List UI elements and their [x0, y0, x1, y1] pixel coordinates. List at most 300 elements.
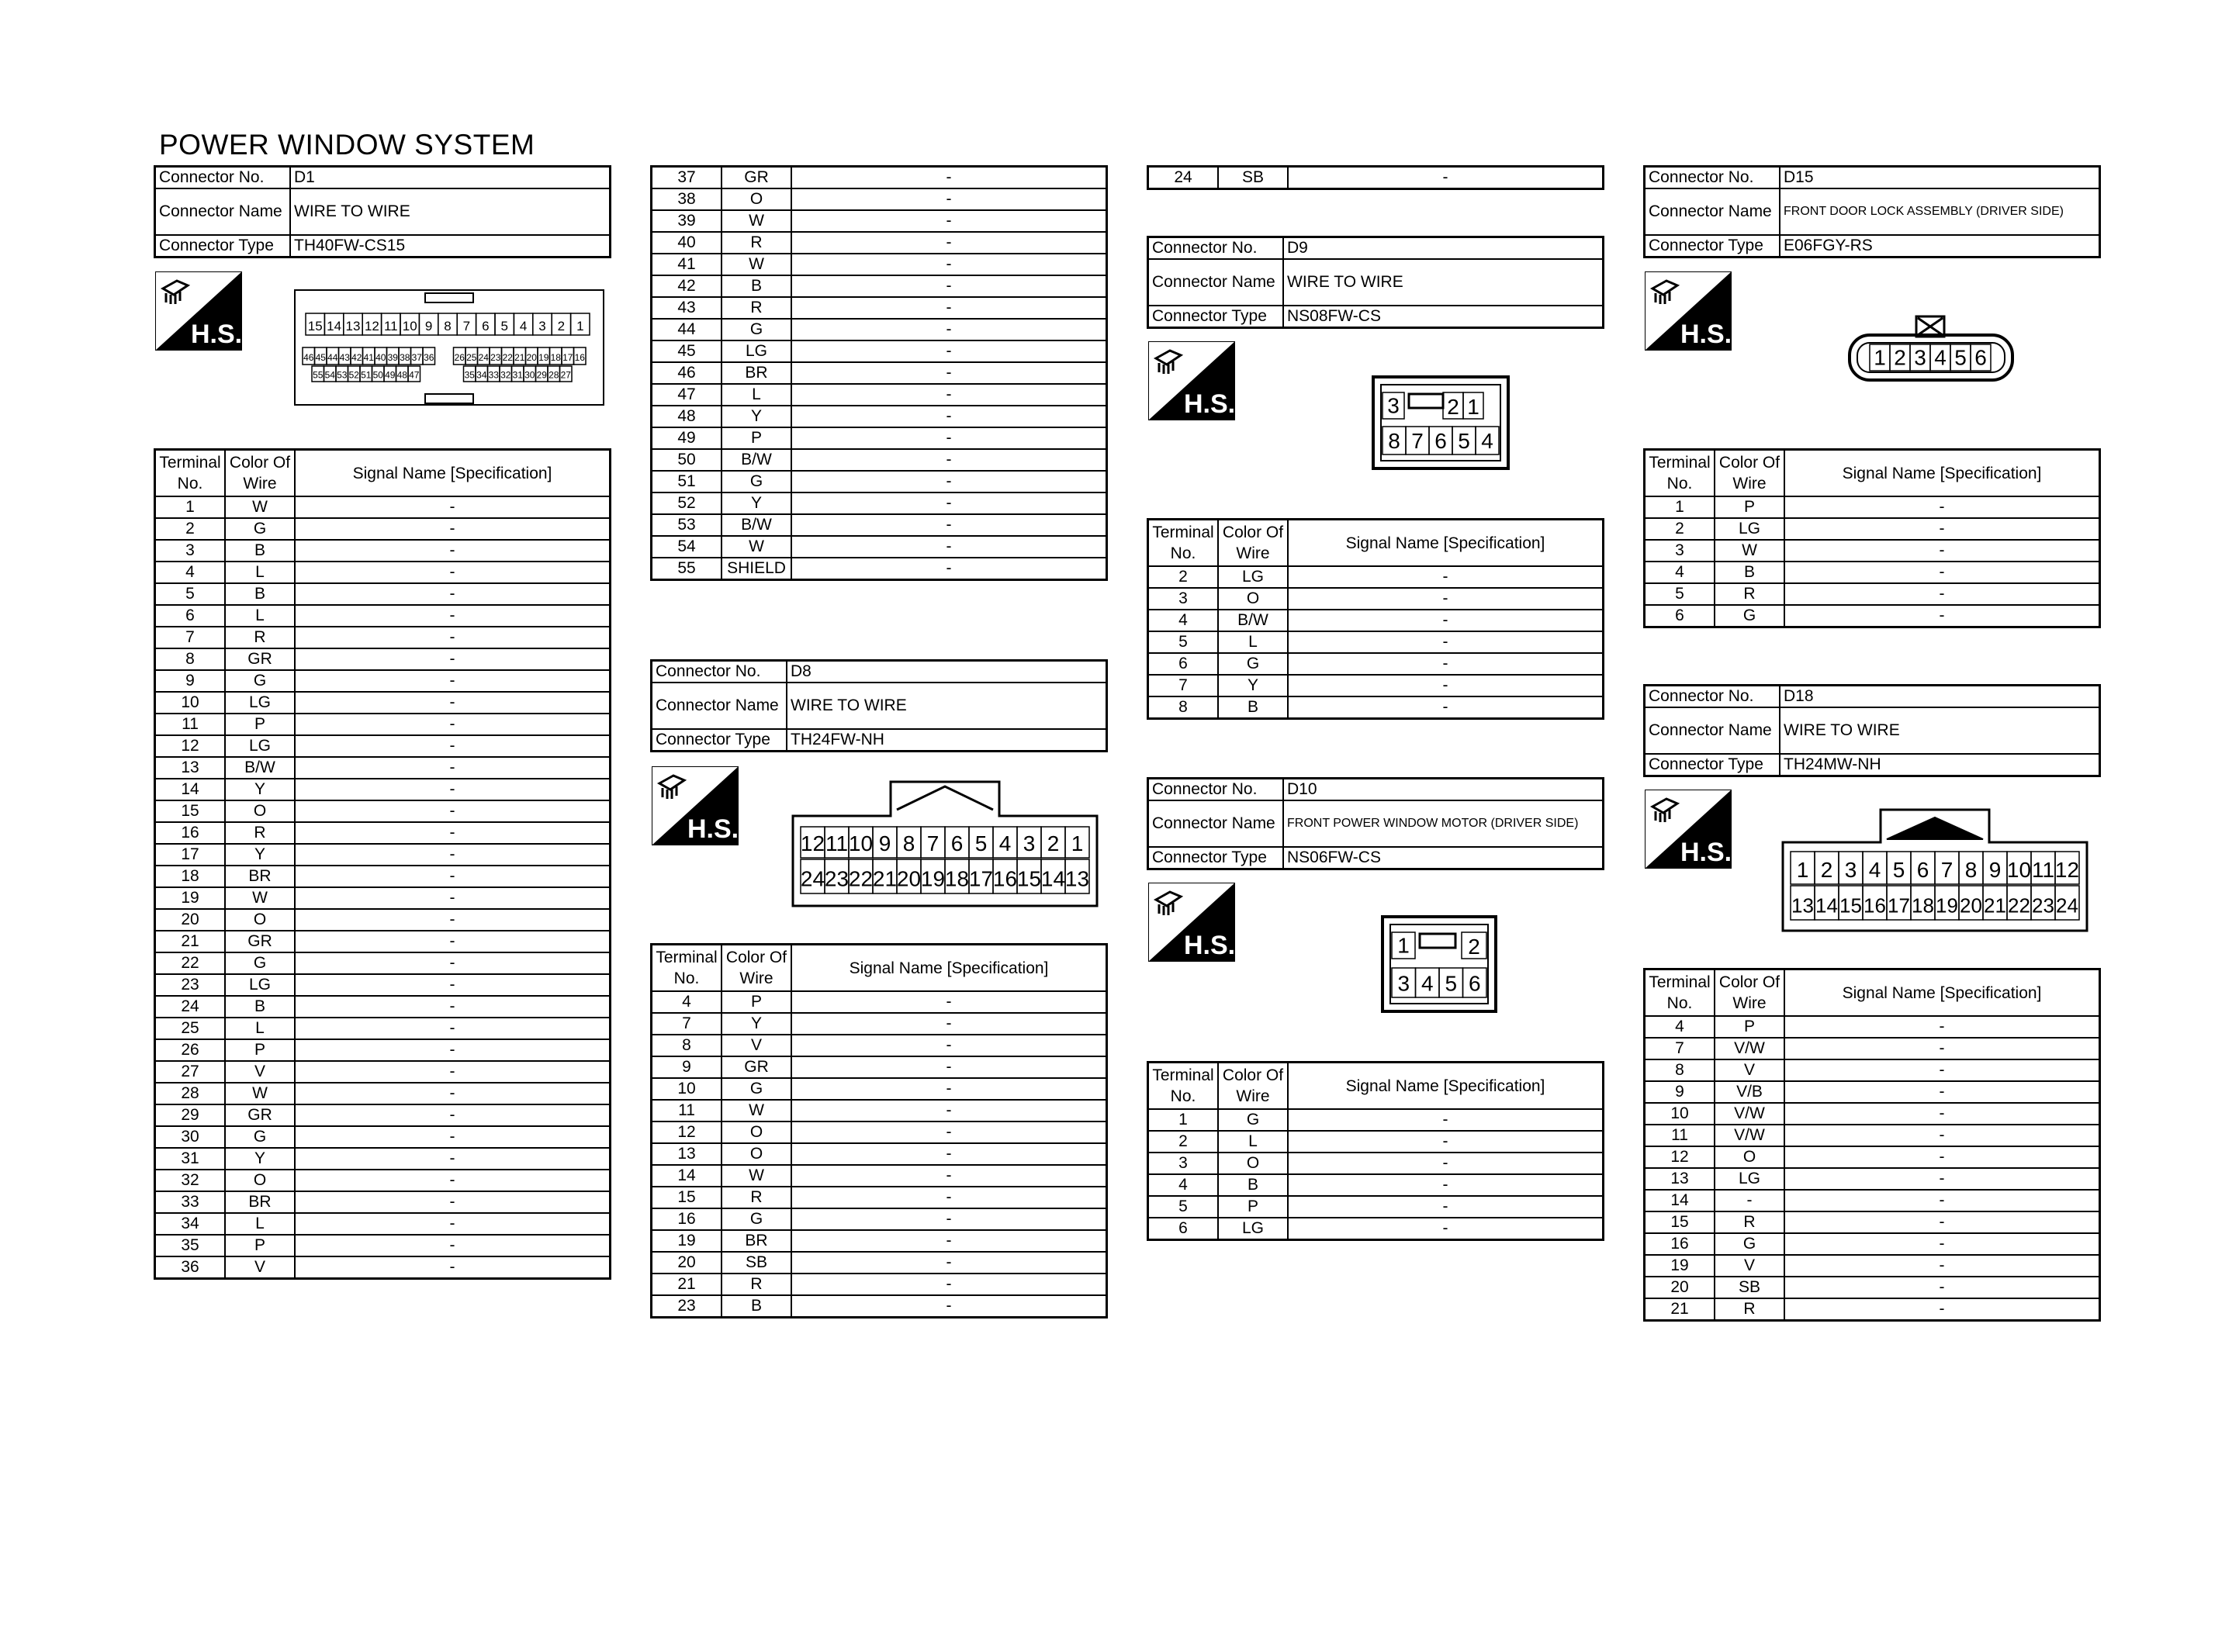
table-row: [652, 1056, 1107, 1078]
connector-face-d1: [293, 289, 605, 406]
signal-name-cell: -: [1784, 1038, 2100, 1059]
signal-name-cell: -: [791, 232, 1107, 254]
wire-color-cell: R: [225, 822, 295, 844]
wire-color-cell: LG: [1715, 518, 1784, 540]
signal-name-cell: -: [295, 735, 611, 757]
connector-face-d18: [1781, 807, 2088, 934]
terminal-no-cell: 26: [155, 1039, 226, 1061]
signal-name-cell: -: [295, 800, 611, 822]
connector-name-value: FRONT DOOR LOCK ASSEMBLY (DRIVER SIDE): [1780, 188, 2100, 235]
terminal-no-cell: 18: [155, 866, 226, 887]
table-row: [652, 210, 1107, 232]
connector-name-label: Connector Name: [1645, 188, 1780, 235]
table-row: [1645, 1211, 2100, 1233]
terminal-no-cell: 13: [1645, 1168, 1715, 1190]
terminal-table-d9: [1147, 518, 1604, 720]
table-row: [652, 449, 1107, 471]
table-row: [155, 822, 611, 844]
wire-color-cell: G: [722, 319, 791, 340]
connector-type-label: Connector Type: [1148, 306, 1284, 328]
terminal-no-cell: 1: [155, 496, 226, 518]
terminal-no-cell: 3: [155, 540, 226, 562]
signal-name-cell: -: [791, 471, 1107, 492]
wire-color-cell: R: [722, 1274, 791, 1295]
terminal-table-d1-b: [650, 165, 1108, 581]
connector-name-label: Connector Name: [652, 683, 787, 729]
table-row: [155, 583, 611, 605]
table-row: [1645, 1298, 2100, 1321]
connector-type-value: E06FGY-RS: [1780, 235, 2100, 257]
terminal-no-cell: 39: [652, 210, 722, 232]
signal-name-cell: -: [1784, 562, 2100, 583]
terminal-no-cell: 34: [155, 1213, 226, 1235]
terminal-table-d8: [650, 943, 1108, 1318]
signal-name-cell: -: [295, 866, 611, 887]
connector-name-label: Connector Name: [1148, 800, 1284, 847]
pin-number: 26: [454, 352, 465, 364]
pin-number: 12: [2054, 857, 2080, 882]
table-row: [652, 188, 1107, 210]
connector-no-value: D1: [290, 167, 611, 189]
signal-name-cell: -: [791, 188, 1107, 210]
connector-no-label: Connector No.: [652, 661, 787, 683]
table-row: [652, 471, 1107, 492]
terminal-no-cell: 8: [652, 1035, 722, 1056]
table-row: [1645, 518, 2100, 540]
signal-name-cell: -: [791, 297, 1107, 319]
pin-number: 8: [902, 831, 915, 856]
connector-face-d8: [791, 779, 1099, 909]
connector-no-label: Connector No.: [1645, 167, 1780, 189]
connector-type-value: TH24MW-NH: [1780, 754, 2100, 776]
wire-color-cell: LG: [225, 692, 295, 714]
harness-side-icon: [1148, 341, 1235, 420]
terminal-no-cell: 45: [652, 340, 722, 362]
signal-name-cell: -: [1784, 1255, 2100, 1277]
pin-number: 7: [1940, 857, 1954, 882]
signal-name-cell: -: [295, 1170, 611, 1191]
table-row: [652, 1208, 1107, 1230]
terminal-table-d10: [1147, 1061, 1604, 1241]
table-row: [652, 1274, 1107, 1295]
color-of-wire-header: Color Of Wire: [1715, 450, 1784, 497]
signal-name-cell: -: [1784, 1059, 2100, 1081]
wire-color-cell: LG: [1715, 1168, 1784, 1190]
terminal-no-header: Terminal No.: [1148, 520, 1219, 567]
table-row: [1148, 167, 1604, 189]
terminal-no-cell: 11: [652, 1100, 722, 1121]
pin-number: 2: [1447, 395, 1459, 419]
terminal-no-cell: 14: [155, 779, 226, 800]
terminal-table-d1-a: [154, 448, 611, 1280]
hs-label: H.S.: [1680, 320, 1732, 349]
terminal-no-cell: 37: [652, 167, 722, 189]
pin-number: 6: [482, 318, 490, 334]
table-row: [1148, 1174, 1604, 1196]
connector-type-value: NS06FW-CS: [1283, 847, 1604, 869]
table-row: [1148, 1218, 1604, 1240]
pin-number: 1: [1467, 395, 1479, 419]
connector-no-value: D9: [1283, 237, 1604, 260]
terminal-no-cell: 51: [652, 471, 722, 492]
signal-name-cell: -: [295, 757, 611, 779]
signal-name-cell: -: [1784, 1211, 2100, 1233]
table-row: [1645, 1038, 2100, 1059]
table-row: [1645, 1059, 2100, 1081]
wire-color-cell: O: [225, 909, 295, 931]
terminal-no-header: Terminal No.: [155, 450, 226, 497]
pin-number: 3: [1397, 971, 1410, 996]
pin-number: 21: [514, 352, 525, 364]
pin-number: 18: [944, 866, 970, 891]
signal-name-header: Signal Name [Specification]: [295, 450, 611, 497]
pin-number: 11: [825, 831, 849, 856]
pin-number: 43: [339, 352, 350, 364]
connector-info-d18: [1643, 684, 2101, 777]
table-row: [652, 406, 1107, 427]
pin-number: 3: [1914, 345, 1926, 370]
pin-number: 10: [848, 831, 874, 856]
pin-number: 12: [364, 318, 379, 334]
signal-name-cell: -: [295, 909, 611, 931]
signal-name-cell: -: [295, 1235, 611, 1256]
table-row: [652, 319, 1107, 340]
wire-color-cell: SHIELD: [722, 558, 791, 580]
wire-color-cell: G: [1218, 653, 1288, 675]
table-row: [155, 496, 611, 518]
terminal-no-cell: 4: [1645, 1016, 1715, 1038]
table-row: [155, 1083, 611, 1104]
pin-number: 55: [313, 369, 324, 381]
pin-number: 23: [490, 352, 501, 364]
table-row: [1645, 496, 2100, 518]
wire-color-cell: P: [225, 1039, 295, 1061]
signal-name-cell: -: [1784, 1103, 2100, 1125]
signal-name-cell: -: [791, 1274, 1107, 1295]
table-row: [652, 1187, 1107, 1208]
terminal-no-cell: 15: [1645, 1211, 1715, 1233]
pin-number: 1: [1071, 831, 1084, 856]
wire-color-cell: G: [225, 670, 295, 692]
terminal-no-cell: 16: [155, 822, 226, 844]
signal-name-cell: -: [295, 1256, 611, 1279]
pin-number: 3: [538, 318, 546, 334]
wire-color-cell: P: [1218, 1196, 1288, 1218]
terminal-no-cell: 50: [652, 449, 722, 471]
connector-no-label: Connector No.: [1148, 779, 1284, 801]
signal-name-cell: -: [295, 887, 611, 909]
pin-number: 19: [1936, 893, 1958, 918]
pin-number: 45: [315, 352, 326, 364]
signal-name-cell: -: [295, 1126, 611, 1148]
pin-number: 7: [462, 318, 471, 334]
terminal-no-cell: 35: [155, 1235, 226, 1256]
wire-color-cell: B: [1715, 562, 1784, 583]
pin-number: 8: [1388, 429, 1400, 454]
signal-name-cell: -: [295, 562, 611, 583]
wire-color-cell: -: [1715, 1190, 1784, 1211]
wire-color-cell: B/W: [722, 514, 791, 536]
signal-name-cell: -: [295, 931, 611, 952]
signal-name-cell: -: [1784, 1125, 2100, 1146]
terminal-no-cell: 32: [155, 1170, 226, 1191]
terminal-no-cell: 7: [1645, 1038, 1715, 1059]
table-row: [155, 800, 611, 822]
pin-number: 6: [950, 831, 964, 856]
signal-name-cell: -: [1288, 1153, 1604, 1174]
table-row: [155, 1018, 611, 1039]
signal-name-cell: -: [1288, 696, 1604, 719]
signal-name-cell: -: [1288, 610, 1604, 631]
table-row: [1645, 605, 2100, 627]
signal-name-cell: -: [791, 319, 1107, 340]
wire-color-cell: G: [1218, 1109, 1288, 1131]
terminal-no-cell: 2: [155, 518, 226, 540]
table-row: [1148, 675, 1604, 696]
color-of-wire-header: Color Of Wire: [225, 450, 295, 497]
table-row: [155, 887, 611, 909]
pin-number: 13: [1791, 893, 1814, 918]
signal-name-cell: -: [295, 648, 611, 670]
table-row: [155, 1191, 611, 1213]
pin-number: 20: [896, 866, 922, 891]
signal-name-cell: -: [791, 1143, 1107, 1165]
pin-number: 5: [500, 318, 508, 334]
signal-name-cell: -: [1784, 583, 2100, 605]
pin-number: 46: [303, 352, 314, 364]
wire-color-cell: P: [722, 427, 791, 449]
signal-name-cell: -: [295, 974, 611, 996]
wire-color-cell: V: [1715, 1255, 1784, 1277]
pin-number: 36: [424, 352, 434, 364]
terminal-no-cell: 12: [1645, 1146, 1715, 1168]
signal-name-cell: -: [295, 1148, 611, 1170]
pin-number: 13: [345, 318, 361, 334]
signal-name-cell: -: [791, 991, 1107, 1013]
color-of-wire-header: Color Of Wire: [1218, 1063, 1288, 1110]
table-row: [1148, 696, 1604, 719]
table-row: [155, 518, 611, 540]
table-row: [155, 714, 611, 735]
pin-number: 4: [1868, 857, 1881, 882]
signal-name-cell: -: [791, 1035, 1107, 1056]
terminal-no-cell: 13: [652, 1143, 722, 1165]
terminal-no-cell: 3: [1148, 588, 1219, 610]
signal-name-cell: -: [1288, 653, 1604, 675]
signal-name-cell: -: [1784, 496, 2100, 518]
connector-info-d8: [650, 659, 1108, 752]
terminal-no-cell: 3: [1148, 1153, 1219, 1174]
table-row: [652, 384, 1107, 406]
pin-number: 16: [992, 866, 1018, 891]
wire-color-cell: SB: [1715, 1277, 1784, 1298]
terminal-no-cell: 5: [1645, 583, 1715, 605]
pin-number: 6: [1434, 429, 1447, 454]
terminal-no-cell: 23: [155, 974, 226, 996]
terminal-no-cell: 5: [155, 583, 226, 605]
table-row: [652, 340, 1107, 362]
wire-color-cell: O: [1218, 1153, 1288, 1174]
pin-number: 17: [562, 352, 573, 364]
signal-name-cell: -: [295, 779, 611, 800]
wire-color-cell: V/W: [1715, 1038, 1784, 1059]
signal-name-cell: -: [791, 1187, 1107, 1208]
wire-color-cell: R: [1715, 1298, 1784, 1321]
wire-color-cell: O: [1218, 588, 1288, 610]
wire-color-cell: V/B: [1715, 1081, 1784, 1103]
terminal-no-cell: 9: [155, 670, 226, 692]
pin-number: 23: [824, 866, 850, 891]
terminal-no-cell: 6: [1148, 1218, 1219, 1240]
signal-name-cell: -: [1288, 1218, 1604, 1240]
wire-color-cell: B: [225, 583, 295, 605]
terminal-no-cell: 11: [155, 714, 226, 735]
signal-name-cell: -: [791, 406, 1107, 427]
wire-color-cell: GR: [225, 931, 295, 952]
pin-number: 38: [400, 352, 410, 364]
table-row: [1148, 1196, 1604, 1218]
signal-name-cell: -: [295, 1104, 611, 1126]
signal-name-cell: -: [791, 340, 1107, 362]
terminal-no-cell: 36: [155, 1256, 226, 1279]
pin-number: 4: [519, 318, 528, 334]
table-row: [652, 1121, 1107, 1143]
signal-name-cell: -: [295, 714, 611, 735]
pin-number: 15: [1839, 893, 1862, 918]
terminal-no-cell: 8: [1645, 1059, 1715, 1081]
signal-name-cell: -: [791, 1252, 1107, 1274]
table-row: [1148, 1109, 1604, 1131]
table-row: [155, 1170, 611, 1191]
pin-number: 4: [1934, 345, 1947, 370]
signal-name-cell: -: [791, 1165, 1107, 1187]
pin-number: 1: [576, 318, 584, 334]
terminal-no-header: Terminal No.: [652, 945, 722, 992]
signal-name-cell: -: [295, 496, 611, 518]
signal-name-cell: -: [791, 1121, 1107, 1143]
wire-color-cell: R: [225, 627, 295, 648]
table-row: [155, 627, 611, 648]
table-row: [1645, 1081, 2100, 1103]
wire-color-cell: R: [722, 1187, 791, 1208]
signal-name-cell: -: [1288, 588, 1604, 610]
pin-number: 30: [524, 369, 535, 381]
terminal-no-cell: 31: [155, 1148, 226, 1170]
terminal-no-cell: 30: [155, 1126, 226, 1148]
signal-name-header: Signal Name [Specification]: [1288, 520, 1604, 567]
table-row: [155, 779, 611, 800]
wire-color-cell: W: [722, 536, 791, 558]
pin-number: 5: [1892, 857, 1905, 882]
connector-name-value: WIRE TO WIRE: [1780, 707, 2100, 754]
wire-color-cell: L: [225, 605, 295, 627]
terminal-no-cell: 14: [1645, 1190, 1715, 1211]
wire-color-cell: P: [225, 1235, 295, 1256]
terminal-no-cell: 47: [652, 384, 722, 406]
signal-name-cell: -: [295, 670, 611, 692]
connector-type-label: Connector Type: [1645, 754, 1780, 776]
terminal-no-cell: 15: [155, 800, 226, 822]
table-row: [1645, 1168, 2100, 1190]
pin-number: 50: [372, 369, 383, 381]
signal-name-cell: -: [295, 540, 611, 562]
wire-color-cell: V: [722, 1035, 791, 1056]
signal-name-cell: -: [791, 427, 1107, 449]
table-row: [652, 991, 1107, 1013]
wire-color-cell: P: [1715, 496, 1784, 518]
terminal-no-cell: 6: [155, 605, 226, 627]
table-row: [155, 1235, 611, 1256]
table-row: [155, 1126, 611, 1148]
table-row: [652, 297, 1107, 319]
hs-label: H.S.: [687, 814, 739, 844]
terminal-no-cell: 7: [155, 627, 226, 648]
wire-color-cell: O: [722, 1121, 791, 1143]
connector-info-d10: [1147, 777, 1604, 870]
table-row: [155, 952, 611, 974]
terminal-no-cell: 49: [652, 427, 722, 449]
table-row: [155, 605, 611, 627]
wire-color-cell: W: [722, 254, 791, 275]
connector-name-value: WIRE TO WIRE: [290, 188, 611, 235]
terminal-table-d15: [1643, 448, 2101, 628]
pin-number: 1: [1874, 345, 1886, 370]
table-row: [652, 232, 1107, 254]
color-of-wire-header: Color Of Wire: [1218, 520, 1288, 567]
pin-number: 27: [560, 369, 571, 381]
page-title: POWER WINDOW SYSTEM: [159, 129, 535, 161]
signal-name-cell: -: [791, 492, 1107, 514]
signal-name-cell: -: [791, 536, 1107, 558]
pin-number: 1: [1796, 857, 1809, 882]
signal-name-cell: -: [1784, 1081, 2100, 1103]
pin-number: 13: [1064, 866, 1090, 891]
connector-name-label: Connector Name: [155, 188, 291, 235]
table-row: [155, 648, 611, 670]
terminal-no-cell: 4: [1645, 562, 1715, 583]
connector-name-value: FRONT POWER WINDOW MOTOR (DRIVER SIDE): [1283, 800, 1604, 847]
wire-color-cell: LG: [225, 974, 295, 996]
signal-name-cell: -: [791, 558, 1107, 580]
pin-number: 14: [327, 318, 342, 334]
wire-color-cell: Y: [722, 492, 791, 514]
signal-name-cell: -: [1288, 631, 1604, 653]
pin-number: 44: [327, 352, 338, 364]
terminal-no-cell: 4: [652, 991, 722, 1013]
terminal-no-cell: 33: [155, 1191, 226, 1213]
terminal-no-cell: 24: [1148, 167, 1219, 189]
table-row: [1645, 1146, 2100, 1168]
terminal-no-cell: 6: [1148, 653, 1219, 675]
pin-number: 53: [337, 369, 348, 381]
table-row: [155, 909, 611, 931]
terminal-no-cell: 10: [155, 692, 226, 714]
signal-name-cell: -: [1288, 1196, 1604, 1218]
signal-name-header: Signal Name [Specification]: [1288, 1063, 1604, 1110]
pin-number: 18: [1912, 893, 1934, 918]
pin-number: 15: [307, 318, 323, 334]
connector-name-value: WIRE TO WIRE: [1283, 259, 1604, 306]
pin-number: 14: [1040, 866, 1066, 891]
table-row: [652, 1165, 1107, 1187]
connector-type-label: Connector Type: [1645, 235, 1780, 257]
signal-name-cell: -: [1288, 167, 1604, 189]
connector-face-d9: [1372, 375, 1510, 470]
table-row: [155, 1256, 611, 1279]
table-row: [652, 254, 1107, 275]
terminal-no-cell: 21: [1645, 1298, 1715, 1321]
table-row: [1645, 540, 2100, 562]
